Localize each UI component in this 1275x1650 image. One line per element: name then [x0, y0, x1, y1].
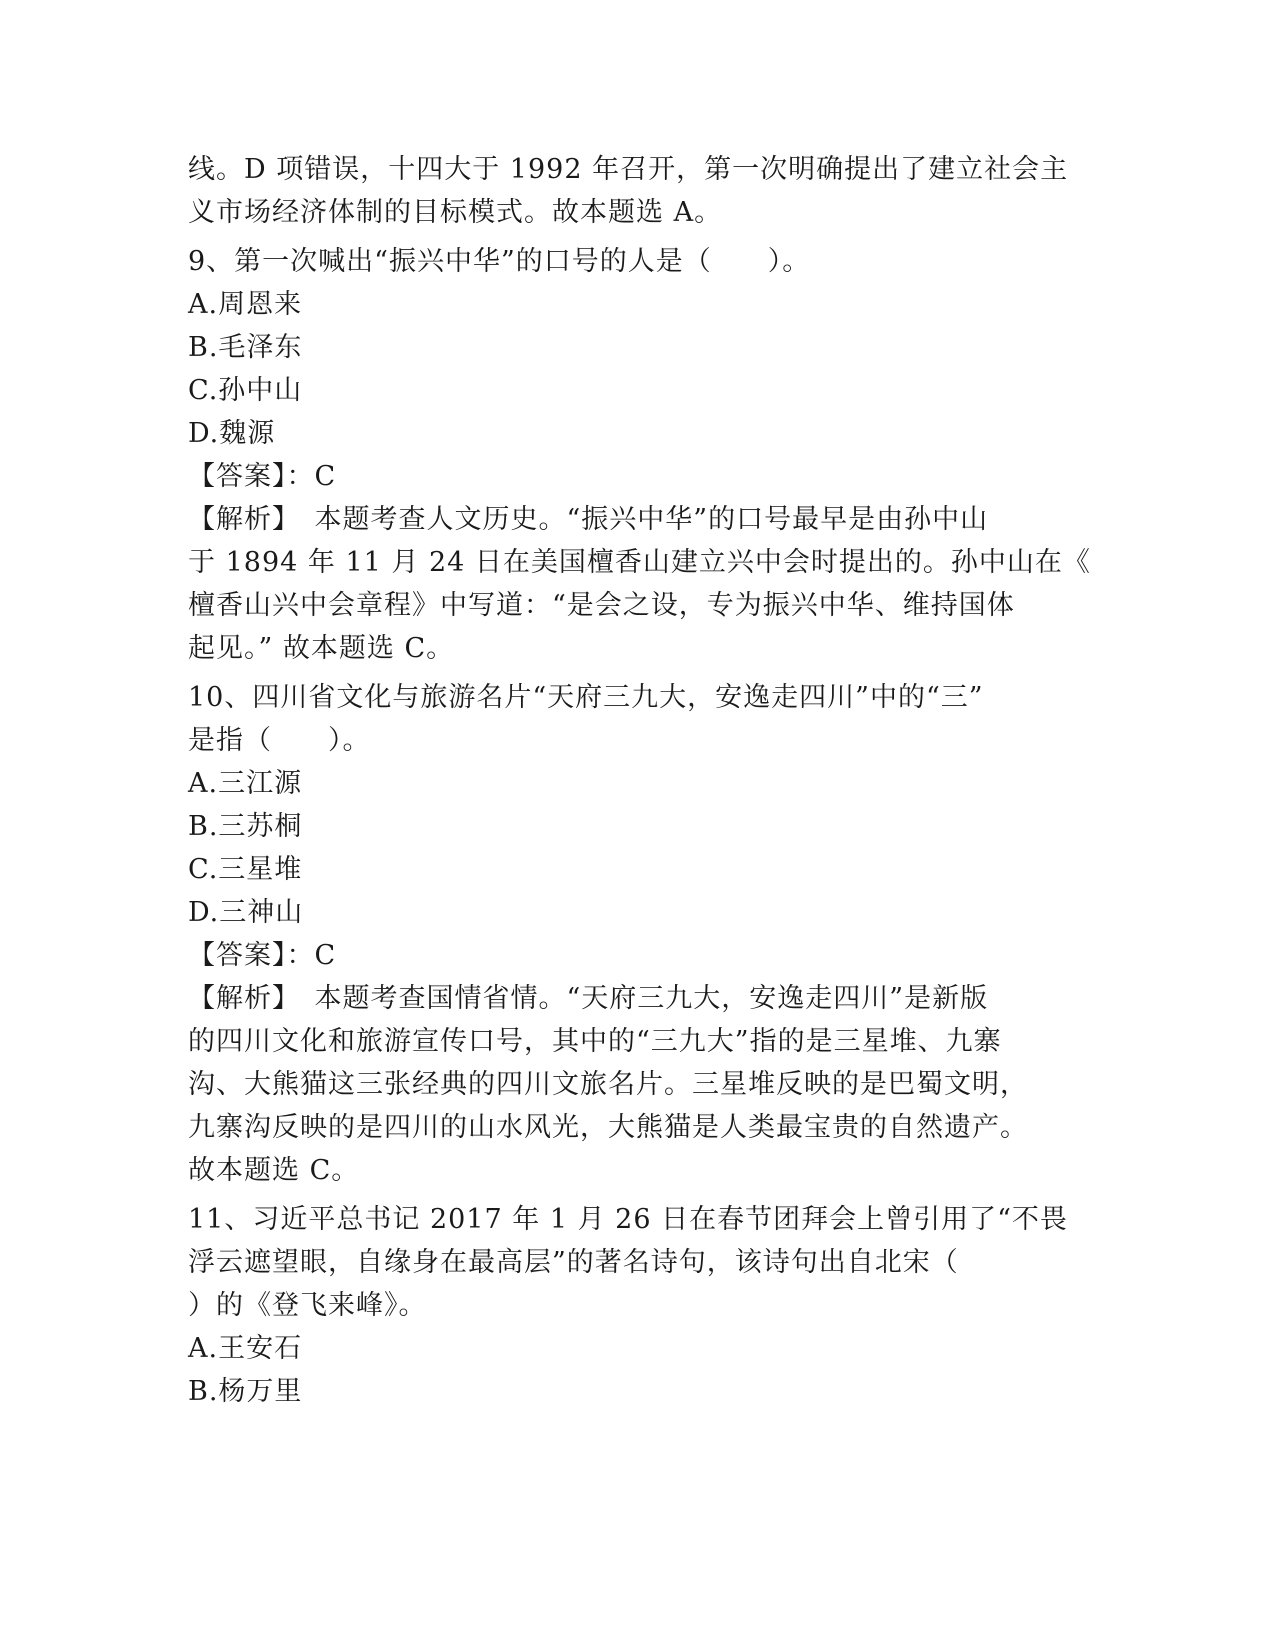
analysis-line: 起见。” 故本题选 C。 — [188, 633, 455, 664]
option-a: A.周恩来 — [188, 289, 303, 320]
option-a: A.三江源 — [188, 768, 303, 799]
analysis-line: 义市场经济体制的目标模式。故本题选 A。 — [188, 197, 723, 228]
option-d: D.魏源 — [188, 418, 276, 449]
question-stem: 是指（ ）。 — [188, 725, 371, 756]
option-c: C.三星堆 — [188, 854, 303, 885]
question-stem: 11、习近平总书记 2017 年 1 月 26 日在春节团拜会上曾引用了“不畏 — [188, 1204, 1068, 1235]
answer: 【答案】：C — [188, 461, 337, 492]
question-11 — [188, 1198, 1088, 1413]
question-stem: 9、第一次喊出“振兴中华”的口号的人是（ ）。 — [188, 246, 811, 277]
analysis-line: 线。D 项错误，十四大于 1992 年召开，第一次明确提出了建立社会主 — [188, 154, 1069, 185]
option-b: B.毛泽东 — [188, 332, 303, 363]
analysis-line: 故本题选 C。 — [188, 1155, 360, 1186]
analysis-line: 于 1894 年 11 月 24 日在美国檀香山建立兴中会时提出的。孙中山在《 — [188, 547, 1091, 578]
question-10 — [188, 676, 1088, 1192]
analysis-line: 檀香山兴中会章程》中写道：“是会之设，专为振兴中华、维持国体 — [188, 590, 1015, 621]
question-stem: 浮云遮望眼，自缘身在最高层”的著名诗句，该诗句出自北宋（ — [188, 1247, 959, 1278]
option-c: C.孙中山 — [188, 375, 303, 406]
option-d: D.三神山 — [188, 897, 304, 928]
analysis-line: 沟、大熊猫这三张经典的四川文旅名片。三星堆反映的是巴蜀文明， — [188, 1069, 1028, 1100]
option-a: A.王安石 — [188, 1333, 303, 1364]
option-b: B.三苏桐 — [188, 811, 303, 842]
analysis-line: 的四川文化和旅游宣传口号，其中的“三九大”指的是三星堆、九寨 — [188, 1026, 1002, 1057]
answer: 【答案】：C — [188, 940, 337, 971]
analysis-line: 九寨沟反映的是四川的山水风光，大熊猫是人类最宝贵的自然遗产。 — [188, 1112, 1028, 1143]
question-stem: 10、四川省文化与旅游名片“天府三九大，安逸走四川”中的“三” — [188, 682, 984, 713]
analysis-line: 【解析】 本题考查国情省情。“天府三九大，安逸走四川”是新版 — [188, 983, 989, 1014]
analysis-line: 【解析】 本题考查人文历史。“振兴中华”的口号最早是由孙中山 — [188, 504, 989, 535]
option-b: B.杨万里 — [188, 1376, 303, 1407]
question-9 — [188, 240, 1091, 670]
question-stem: ）的《登飞来峰》。 — [188, 1290, 427, 1321]
previous-analysis — [188, 148, 1088, 234]
document-page — [188, 148, 1091, 1413]
